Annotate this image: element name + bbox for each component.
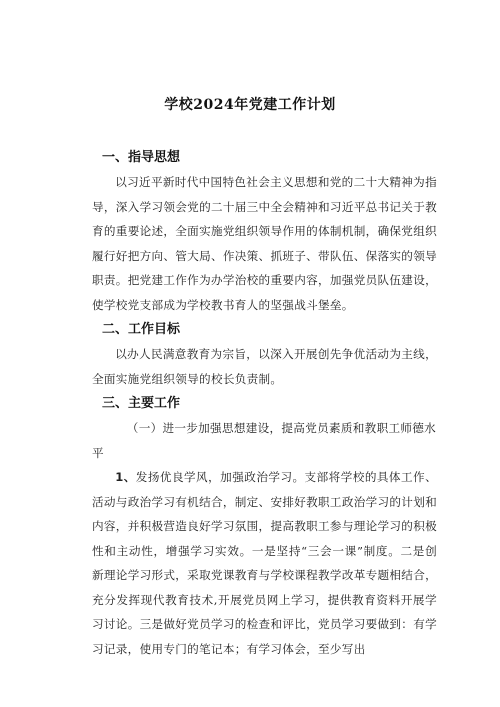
item-text: 发扬优良学风，加强政治学习。支部将学校的具体工作、活动与政治学习有机结合，制定、安排好教职工政治学习的计划和内容，并积极营造良好学习氛围，提高教职工参与理论学习的积极性和主动性，增强学习实效。一是坚持“三会一课”制度。二是创新理论学习形式，采取党课教育与学校课程教学改革专题相结合，充分发挥现代教育技术,开展党员网上学习，提供教育资料开展学习讨论。三是做好党员学习的检查和评比，党员学习要做到：有学习记录，使用专门的笔记本；有学习体会，至少写出 — [92, 470, 437, 656]
section-heading-guiding-ideology: 一、指导思想 — [102, 150, 181, 165]
section-subheading-thought-building: （一）进一步加强思想建设，提高党员素质和教职工师德水平 — [92, 421, 437, 460]
section-heading-work-goals: 二、工作目标 — [102, 322, 181, 337]
section-paragraph-work-goals: 以办人民满意教育为宗旨，以深入开展创先争优活动为主线，全面实施党组织领导的校长负责制。 — [92, 347, 437, 386]
item-number: 1、 — [115, 470, 136, 484]
section-paragraph-guiding-ideology: 以习近平新时代中国特色社会主义思想和党的二十大精神为指导，深入学习领会党的二十届三中全会精神和习近平总书记关于教育的重要论述，全面实施党组织领导作用的体制机制，确保党组织履行好把方向、管大局、作决策、抓班子、带队伍、保落实的领导职责。把党建工作作为办学治校的重要内容，加强党员队伍建设，使学校党支部成为学校教书育人的坚强战斗堡垒。 — [92, 175, 437, 312]
document-title: 学校2024年党建工作计划 — [164, 97, 336, 113]
section-item-political-study — [92, 465, 437, 661]
section-heading-main-work: 三、主要工作 — [102, 396, 181, 411]
document-body — [92, 145, 437, 661]
